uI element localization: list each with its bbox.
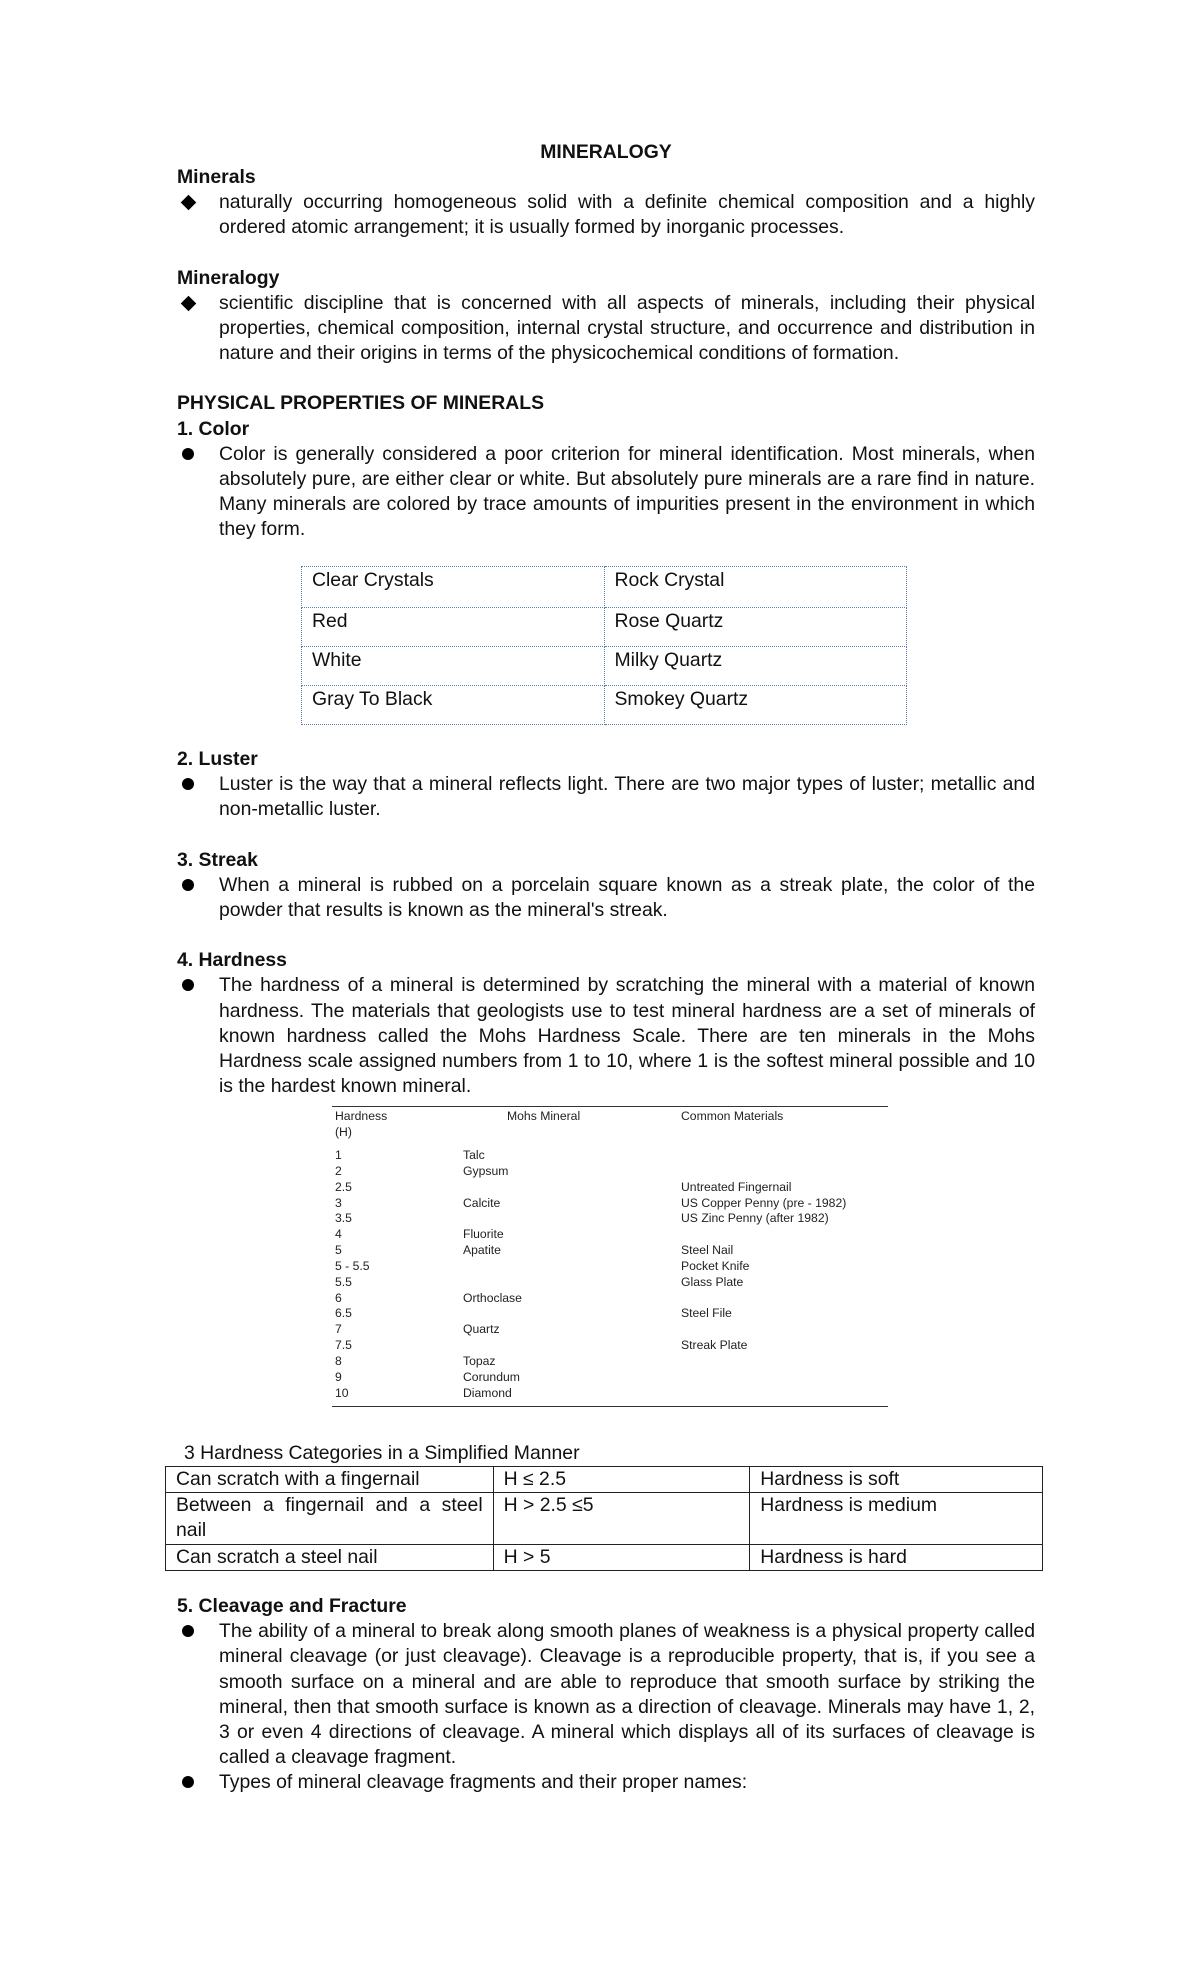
table-cell: 5 - 5.5 (335, 1258, 370, 1273)
table-row (332, 1275, 888, 1291)
streak-heading: 3. Streak (177, 848, 258, 871)
table-cell: 3 (335, 1195, 342, 1210)
table-cell: 10 (335, 1385, 349, 1400)
dot-bullet-icon (179, 1770, 209, 1795)
table-cell: Pocket Knife (681, 1258, 750, 1273)
table-cell: Diamond (463, 1385, 512, 1400)
mohs-header-materials: Common Materials (681, 1109, 784, 1123)
mohs-header-hardness (335, 1109, 387, 1141)
streak-paragraph-text: When a mineral is rubbed on a porcelain square known as a streak plate, the color of the powder that results is known as the mineral's streak. (219, 873, 1035, 922)
hardness-paragraph (177, 973, 1035, 1099)
table-cell: H ≤ 2.5 (493, 1467, 750, 1493)
table-cell: Corundum (463, 1369, 520, 1384)
table-cell: Smokey Quartz (604, 686, 907, 725)
table-row (332, 1306, 888, 1322)
table-row (302, 686, 907, 725)
table-cell: 5.5 (335, 1274, 352, 1289)
table-cell: 1 (335, 1148, 342, 1162)
table-cell: Rock Crystal (604, 567, 907, 608)
table-cell: Steel Nail (681, 1243, 734, 1258)
color-table (301, 566, 907, 725)
table-cell: US Zinc Penny (after 1982) (681, 1211, 829, 1226)
table-cell: Hardness is medium (750, 1493, 1043, 1544)
physical-properties-heading: PHYSICAL PROPERTIES OF MINERALS (177, 392, 545, 415)
hardness-categories-table (165, 1466, 1043, 1571)
luster-paragraph-text: Luster is the way that a mineral reflects light. There are two major types of luster; metallic and non-metallic luster. (219, 773, 1035, 821)
table-cell: White (302, 647, 605, 686)
table-row (332, 1211, 888, 1227)
mineralogy-definition-text: scientific discipline that is concerned with all aspects of minerals, including their physical properties, chemical composition, internal crystal structure, and occurrence and distribution in nature and their origins in terms of the physicochemical conditions of formation. (219, 291, 1035, 365)
table-cell: 8 (335, 1353, 342, 1368)
table-cell: US Copper Penny (pre - 1982) (681, 1195, 847, 1210)
dot-bullet-icon (179, 873, 209, 898)
table-row (302, 567, 907, 608)
cleavage-types-text: Types of mineral cleavage fragments and their proper names: (219, 1771, 748, 1794)
dot-bullet-icon (179, 772, 209, 797)
table-row (302, 647, 907, 686)
table-cell: Untreated Fingernail (681, 1179, 792, 1194)
mineralogy-heading: Mineralogy (177, 266, 280, 289)
table-row (332, 1227, 888, 1243)
table-cell: Hardness is hard (750, 1544, 1043, 1570)
cleavage-section (177, 1594, 1035, 1796)
document-body (177, 140, 1035, 543)
table-row (332, 1243, 888, 1259)
diamond-bullet-icon (179, 291, 209, 316)
table-cell: Can scratch a steel nail (166, 1544, 494, 1570)
table-cell: 3.5 (335, 1211, 352, 1226)
dot-bullet-icon (179, 1619, 209, 1644)
table-cell: H > 2.5 ≤5 (493, 1493, 750, 1544)
table-row (332, 1354, 888, 1370)
cleavage-heading: 5. Cleavage and Fracture (177, 1595, 407, 1617)
hardness-heading: 4. Hardness (177, 949, 287, 972)
table-cell: Calcite (463, 1195, 501, 1210)
table-row (332, 1322, 888, 1338)
table-row (332, 1180, 888, 1196)
diamond-bullet-icon (179, 190, 209, 215)
cleavage-paragraph (177, 1619, 1035, 1770)
table-cell: Milky Quartz (604, 647, 907, 686)
table-row (332, 1370, 888, 1386)
color-paragraph (177, 442, 1035, 543)
table-cell: Topaz (463, 1353, 496, 1368)
table-cell: 6.5 (335, 1306, 352, 1321)
table-cell: Clear Crystals (302, 567, 605, 608)
table-cell: Streak Plate (681, 1338, 748, 1353)
table-row (332, 1259, 888, 1275)
table-cell: 7 (335, 1322, 342, 1337)
table-cell: H > 5 (493, 1544, 750, 1570)
table-cell: 2 (335, 1163, 342, 1178)
table-row (332, 1148, 888, 1164)
properties-section (177, 747, 1035, 1099)
minerals-definition-text: naturally occurring homogeneous solid with a definite chemical composition and a highly ordered atomic arrangement; it is usually formed by inorganic processes. (219, 191, 1035, 239)
table-rule (332, 1406, 888, 1407)
table-cell: 7.5 (335, 1338, 352, 1353)
table-row (332, 1386, 888, 1402)
categories-caption: 3 Hardness Categories in a Simplified Manner (184, 1442, 580, 1464)
dot-bullet-icon (179, 442, 209, 467)
table-cell: 4 (335, 1227, 342, 1242)
color-heading: 1. Color (177, 417, 250, 440)
table-row (302, 608, 907, 647)
table-cell: Fluorite (463, 1227, 504, 1242)
table-row (332, 1338, 888, 1354)
table-cell: Can scratch with a fingernail (166, 1467, 494, 1493)
table-cell: Red (302, 608, 605, 647)
mohs-rows (332, 1148, 888, 1402)
table-cell: Apatite (463, 1243, 501, 1258)
table-row (332, 1291, 888, 1307)
minerals-definition (177, 190, 1035, 240)
table-cell: Talc (463, 1148, 485, 1162)
table-cell: Between a fingernail and a steel nail (166, 1493, 494, 1544)
table-cell: Hardness is soft (750, 1467, 1043, 1493)
table-cell: 5 (335, 1243, 342, 1258)
table-cell: 9 (335, 1369, 342, 1384)
table-cell: Gypsum (463, 1163, 509, 1178)
minerals-heading: Minerals (177, 166, 256, 188)
table-cell: 6 (335, 1290, 342, 1305)
header-label: Hardness (335, 1109, 388, 1123)
table-cell: Glass Plate (681, 1274, 744, 1289)
table-cell: Rose Quartz (604, 608, 907, 647)
luster-paragraph (177, 772, 1035, 822)
header-label: (H) (335, 1124, 352, 1139)
table-cell: Quartz (463, 1322, 500, 1337)
table-cell: Gray To Black (302, 686, 605, 725)
table-row (166, 1467, 1043, 1493)
table-row (166, 1493, 1043, 1544)
table-row (166, 1544, 1043, 1570)
table-row (332, 1196, 888, 1212)
dot-bullet-icon (179, 973, 209, 998)
mineralogy-definition (177, 291, 1035, 367)
table-cell: Orthoclase (463, 1290, 522, 1305)
table-rule (332, 1106, 888, 1107)
hardness-paragraph-text: The hardness of a mineral is determined by scratching the mineral with a material of known hardness. The materials that geologists use to test mineral hardness are a set of minerals of known hardness called the Mohs Hardness Scale. There are ten minerals in the Mohs Hardness scale assigned numbers from 1 to 10, where 1 is the softest mineral possible and 10 is the hardest known mineral. (219, 974, 1035, 1098)
table-cell: 2.5 (335, 1179, 352, 1194)
mohs-header-mineral: Mohs Mineral (507, 1109, 581, 1123)
table-row (332, 1164, 888, 1180)
page-title: MINERALOGY (540, 141, 672, 163)
cleavage-paragraph-text: The ability of a mineral to break along smooth planes of weakness is a physical property called mineral cleavage (or just cleavage). Cleavage is a reproducible property, that is, if you see a smooth surface on a mineral and are able to reproduce that smooth surface by striking the mineral, then that smooth surface is known as a direction of cleavage. Minerals may have 1, 2, 3 or even 4 directions of cleavage. A mineral which displays all of its surfaces of cleavage is called a cleavage fragment. (219, 1620, 1035, 1769)
luster-heading: 2. Luster (177, 748, 258, 770)
streak-paragraph (177, 873, 1035, 923)
color-paragraph-text: Color is generally considered a poor criterion for mineral identification. Most minerals, when absolutely pure, are either clear or white. But absolutely pure minerals are a rare find in nature. Many minerals are colored by trace amounts of impurities present in the environment in which they form. (219, 442, 1035, 541)
cleavage-types-item (177, 1770, 1035, 1795)
table-cell: Steel File (681, 1306, 732, 1321)
